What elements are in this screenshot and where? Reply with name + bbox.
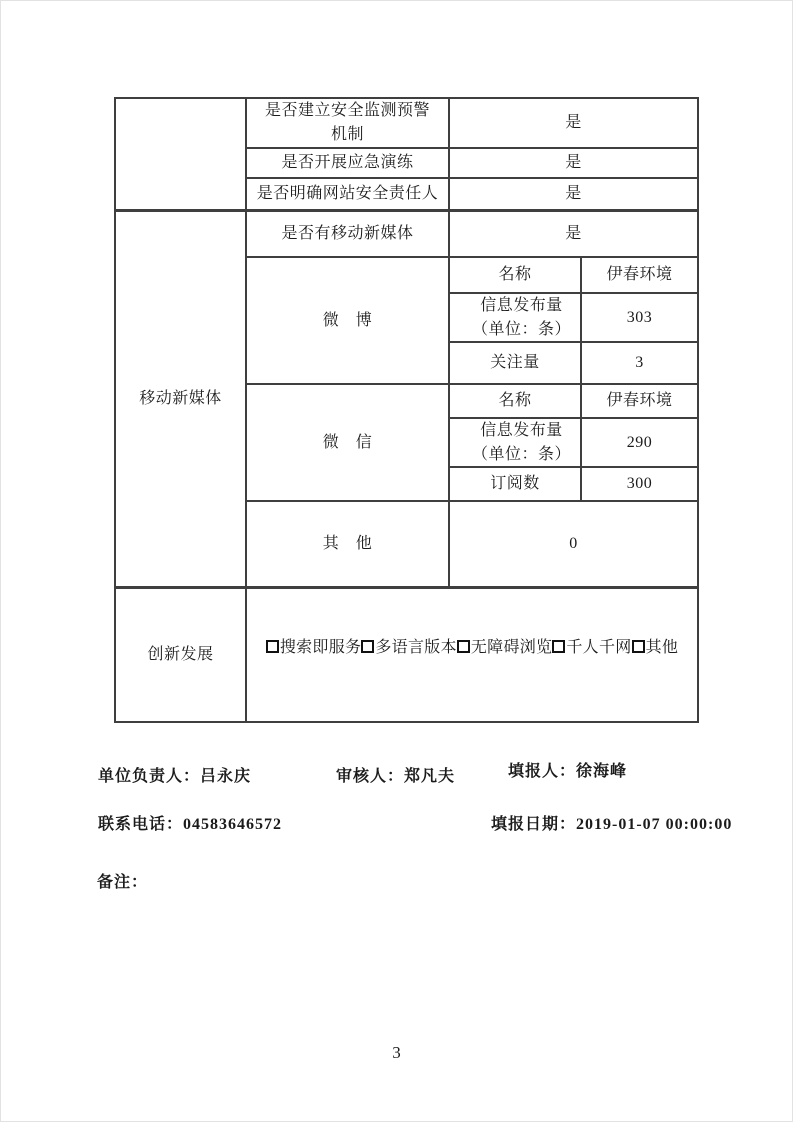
row-label [246,98,449,148]
innovation-option-label: 其他 [645,639,679,657]
table-row [115,587,698,722]
row-value: 是 [449,210,698,257]
date-label: 填报日期： [491,816,577,833]
row-label: 名称 [449,384,581,418]
other-cell: 其 他 [246,501,449,587]
row-value: 3 [581,342,698,384]
phone-number: 04583646572 [183,816,283,833]
row-label: 名称 [449,257,581,293]
innovation-option-label: 千人千网 [566,639,632,657]
remarks-label: 备注： [97,874,149,891]
row-value: 是 [449,178,698,210]
row-label: 是否明确网站安全责任人 [246,178,449,210]
checkbox-icon [266,640,279,653]
row-label-line1: 信息发布量 [480,422,563,440]
innovation-group-cell: 创新发展 [115,587,246,722]
page-number: 3 [392,1043,401,1062]
innovation-options-cell [246,587,698,722]
row-label-line2: （单位：条） [471,320,571,338]
row-value: 300 [581,467,698,501]
row-label: 订阅数 [449,467,581,501]
mobile-group-cell: 移动新媒体 [115,210,246,587]
checkbox-icon [361,640,374,653]
row-value: 伊春环境 [581,384,698,418]
phone-line [98,811,282,834]
row-value: 0 [449,501,698,587]
innovation-options-line [266,639,678,656]
innovation-option-label: 搜索即服务 [279,639,362,657]
row-label [449,293,581,342]
filler-line [508,758,627,781]
row-label-text: 是否建立安全监测预警机制 [264,102,430,143]
innovation-option-label: 无障碍浏览 [470,639,553,657]
row-label-line1: 信息发布量 [480,297,563,315]
checkbox-icon [632,640,645,653]
responsible-person-line [98,763,251,786]
security-group-cell [115,98,246,210]
filler-label: 填报人： [508,763,577,780]
checkbox-icon [457,640,470,653]
row-value: 290 [581,418,698,467]
row-label: 关注量 [449,342,581,384]
responsible-label: 单位负责人： [98,768,201,785]
row-value: 303 [581,293,698,342]
report-table [114,97,699,723]
row-label [449,418,581,467]
reviewer-name: 郑凡夫 [404,768,456,785]
table-row [115,210,698,257]
reviewer-line [336,763,455,786]
remarks-line [97,869,148,892]
innovation-option-label: 多语言版本 [375,639,457,657]
phone-label: 联系电话： [98,816,184,833]
row-value: 伊春环境 [581,257,698,293]
row-label: 是否有移动新媒体 [246,210,449,257]
row-value: 是 [449,148,698,178]
row-label-line2: （单位：条） [471,445,571,463]
date-value: 2019-01-07 00:00:00 [576,816,733,833]
weibo-cell: 微 博 [246,257,449,384]
row-value: 是 [449,98,698,148]
reviewer-label: 审核人： [336,768,405,785]
report-date-line [491,811,732,834]
table-row [115,98,698,148]
checkbox-icon [552,640,565,653]
row-label: 是否开展应急演练 [246,148,449,178]
wechat-cell: 微 信 [246,384,449,501]
responsible-name: 吕永庆 [200,768,252,785]
filler-name: 徐海峰 [576,763,628,780]
